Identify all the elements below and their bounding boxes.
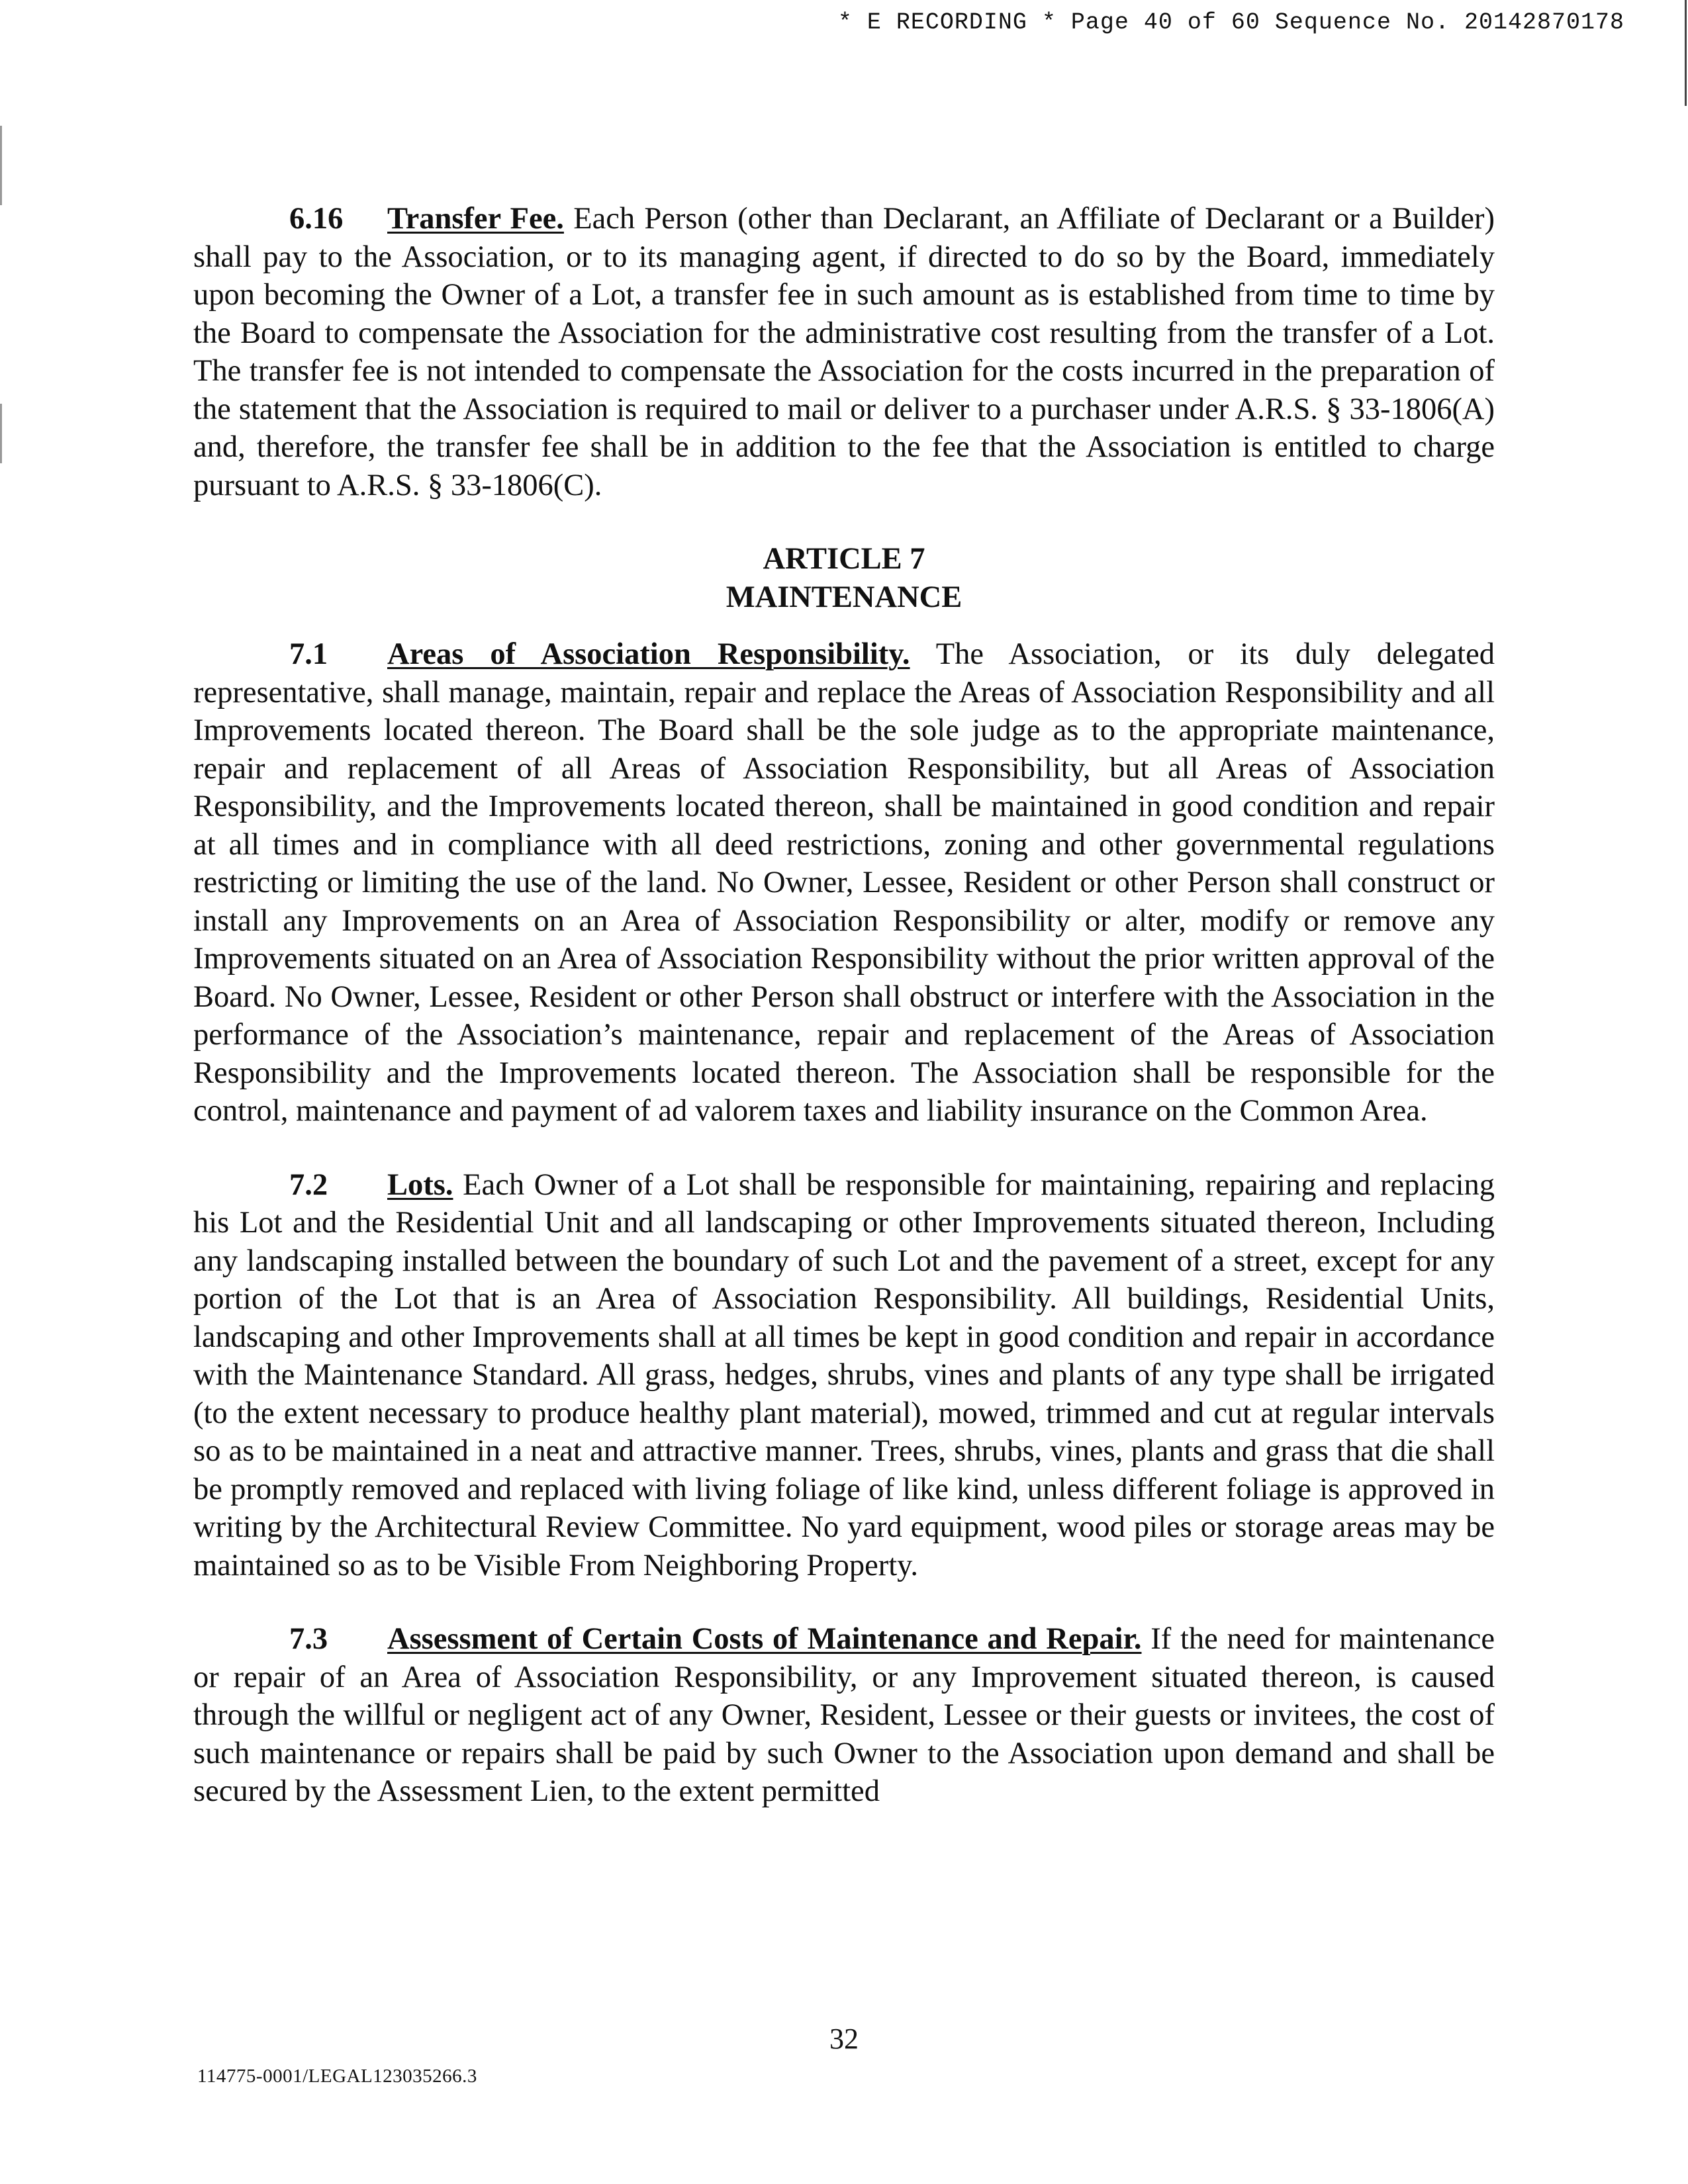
article-label: ARTICLE 7 <box>763 542 925 576</box>
document-body <box>193 200 1495 1811</box>
section-number: 6.16 <box>289 202 344 236</box>
section-7-2 <box>193 1166 1495 1585</box>
section-title: Lots. <box>387 1167 453 1202</box>
section-text: If the need for maintenance or repair of an Area of Association Responsibility, or any Improvement situated thereon, is caused through the willful or negligent act of any Owner, Resident, Lessee or their guests or invitees, the cost of such maintenance or repairs shall be paid by such Owner to the Association upon demand and shall be secured by the Assessment Lien, to the extent permitted <box>193 1622 1495 1808</box>
page-number: 32 <box>829 2023 859 2055</box>
section-7-3 <box>193 1620 1495 1811</box>
section-title: Assessment of Certain Costs of Maintenance and Repair. <box>387 1622 1142 1656</box>
paragraph-spacer <box>193 1584 1495 1620</box>
article-title: MAINTENANCE <box>726 580 962 614</box>
document-id: 114775-0001/LEGAL123035266.3 <box>197 2066 477 2087</box>
section-text: Each Owner of a Lot shall be responsible for maintaining, repairing and replacing his Lot and the Residential Unit and all landscaping or other Improvements situated thereon, Including any landscaping installed between the boundary of such Lot and the pavement of a street, except for any portion of the Lot that is an Area of Association Responsibility. All buildings, Residential Units, landscaping and other Improvements shall at all times be kept in good condition and repair in accordance with the Maintenance Standard. All grass, hedges, shrubs, vines and plants of any type shall be irrigated (to the extent necessary to produce healthy plant material), mowed, trimmed and cut at regular intervals so as to be maintained in a neat and attractive manner. Trees, shrubs, vines, plants and grass that die shall be promptly removed and replaced with living foliage of like kind, unless different foliage is approved in writing by the Architectural Review Committee. No yard equipment, wood piles or storage areas may be maintained so as to be Visible From Neighboring Property. <box>193 1167 1495 1582</box>
scan-edge-mark <box>1685 0 1687 106</box>
scan-left-tick <box>0 126 2 205</box>
section-number: 7.1 <box>289 637 328 671</box>
section-7-1 <box>193 635 1495 1130</box>
section-number: 7.2 <box>289 1167 328 1202</box>
section-title: Transfer Fee. <box>387 202 564 236</box>
paragraph-spacer <box>193 1130 1495 1166</box>
scan-left-tick <box>0 404 2 463</box>
section-6-16 <box>193 200 1495 504</box>
article-heading <box>193 540 1495 617</box>
section-text: The Association, or its duly delegated representative, shall manage, maintain, repair and replace the Areas of Association Responsibility and all Improvements located thereon. The Board shall be the sole judge as to the appropriate maintenance, repair and replacement of all Areas of Association Responsibility, but all Areas of Association Responsibility, and the Improvements located thereon, shall be maintained in good condition and repair at all times and in compliance with all deed restrictions, zoning and other governmental regulations restricting or limiting the use of the land. No Owner, Lessee, Resident or other Person shall construct or install any Improvements on an Area of Association Responsibility or alter, modify or remove any Improvements situated on an Area of Association Responsibility without the prior written approval of the Board. No Owner, Lessee, Resident or other Person shall obstruct or interfere with the Association in the performance of the Association’s maintenance, repair and replacement of the Areas of Association Responsibility and the Improvements located thereon. The Association shall be responsible for the control, maintenance and payment of ad valorem taxes and liability insurance on the Common Area. <box>193 637 1495 1128</box>
section-text: Each Person (other than Declarant, an Affiliate of Declarant or a Builder) shall pay to the Association, or to its managing agent, if directed to do so by the Board, immediately upon becoming the Owner of a Lot, a transfer fee in such amount as is established from time to time by the Board to compensate the Association for the administrative cost resulting from the transfer of a Lot. The transfer fee is not intended to compensate the Association for the costs incurred in the preparation of the statement that the Association is required to mail or deliver to a purchaser under A.R.S. § 33-1806(A) and, therefore, the transfer fee shall be in addition to the fee that the Association is entitled to charge pursuant to A.R.S. § 33-1806(C). <box>193 202 1495 502</box>
recording-header: * E RECORDING * Page 40 of 60 Sequence No. 20142870178 <box>837 9 1624 36</box>
section-number: 7.3 <box>289 1622 328 1656</box>
section-title: Areas of Association Responsibility. <box>387 637 910 671</box>
